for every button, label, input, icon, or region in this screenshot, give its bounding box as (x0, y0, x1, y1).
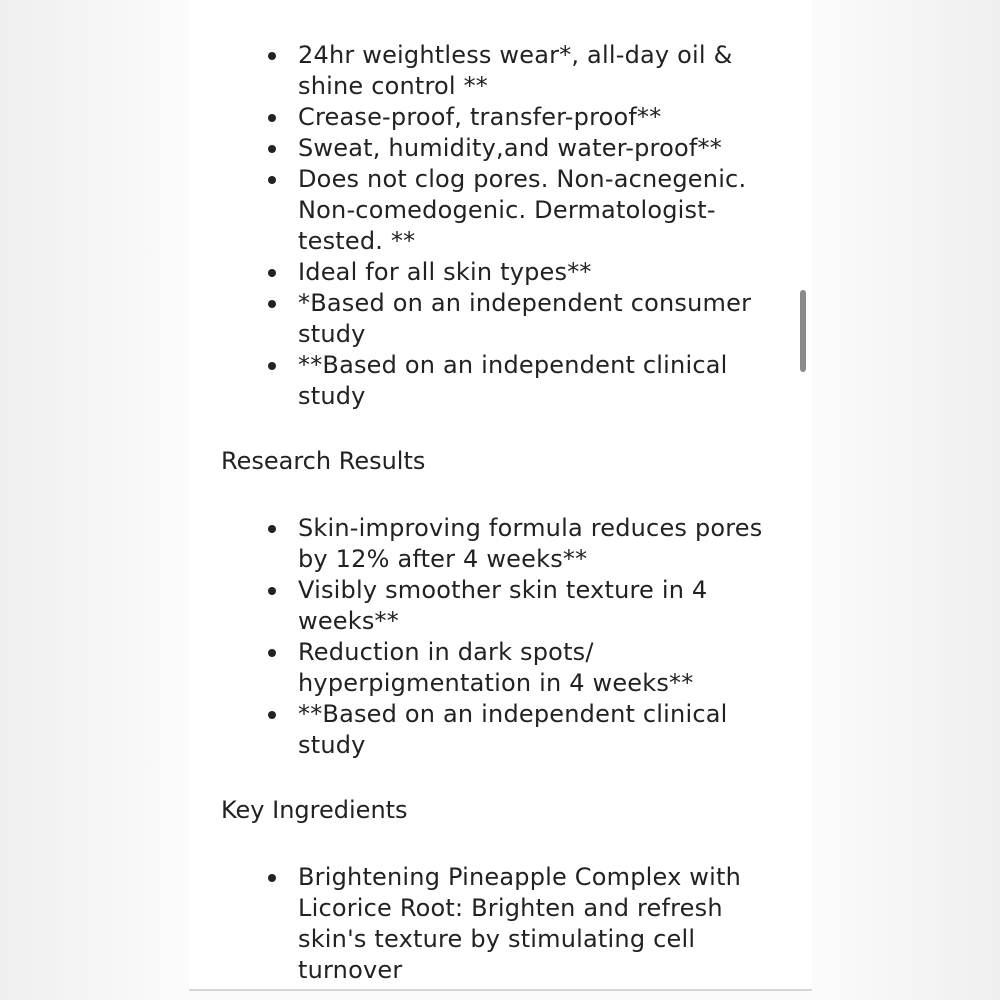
list-item (298, 164, 798, 257)
list-item-text: Sweat, humidity,and water-proof** (298, 134, 722, 162)
list-item (298, 513, 798, 575)
list-item-text: Visibly smoother skin texture in 4 weeks** (298, 576, 708, 635)
list-item (298, 575, 798, 637)
list-item-text: Skin-improving formula reduces pores by 12% after 4 weeks** (298, 514, 763, 573)
list-item (298, 862, 798, 986)
bullet-icon (268, 362, 276, 370)
product-description (221, 40, 801, 986)
bullet-icon (268, 874, 276, 882)
list-item-text: *Based on an independent consumer study (298, 289, 752, 348)
list-item-text: Ideal for all skin types** (298, 258, 592, 286)
list-item (298, 699, 798, 761)
list-item (298, 40, 798, 102)
list-item-text: **Based on an independent clinical study (298, 351, 728, 410)
list-item (298, 257, 798, 288)
list-item (298, 350, 798, 412)
page-bottom-divider (189, 989, 812, 991)
scrollbar-thumb[interactable] (800, 290, 806, 372)
bullet-icon (268, 300, 276, 308)
bullet-icon (268, 711, 276, 719)
research-results-list (221, 513, 801, 761)
bullet-icon (268, 176, 276, 184)
list-item-text: **Based on an independent clinical study (298, 700, 728, 759)
list-item-text: Reduction in dark spots/ hyperpigmentation in 4 weeks** (298, 638, 694, 697)
bullet-icon (268, 52, 276, 60)
list-item (298, 637, 798, 699)
bullet-icon (268, 525, 276, 533)
research-results-heading: Research Results (221, 447, 426, 475)
features-list (221, 40, 801, 412)
list-item-text: 24hr weightless wear*, all-day oil & shine control ** (298, 41, 733, 100)
key-ingredients-list (221, 862, 801, 986)
list-item-text: Crease-proof, transfer-proof** (298, 103, 662, 131)
bullet-icon (268, 649, 276, 657)
list-item (298, 288, 798, 350)
list-item-text: Does not clog pores. Non-acnegenic. Non-comedogenic. Dermatologist-tested. ** (298, 165, 747, 255)
bullet-icon (268, 269, 276, 277)
bullet-icon (268, 587, 276, 595)
key-ingredients-heading: Key Ingredients (221, 796, 408, 824)
product-details-page[interactable] (189, 0, 812, 990)
list-item-text: Brightening Pineapple Complex with Licorice Root: Brighten and refresh skin's texture by stimulating cell turnover (298, 863, 742, 984)
list-item (298, 102, 798, 133)
bullet-icon (268, 145, 276, 153)
list-item (298, 133, 798, 164)
bullet-icon (268, 114, 276, 122)
